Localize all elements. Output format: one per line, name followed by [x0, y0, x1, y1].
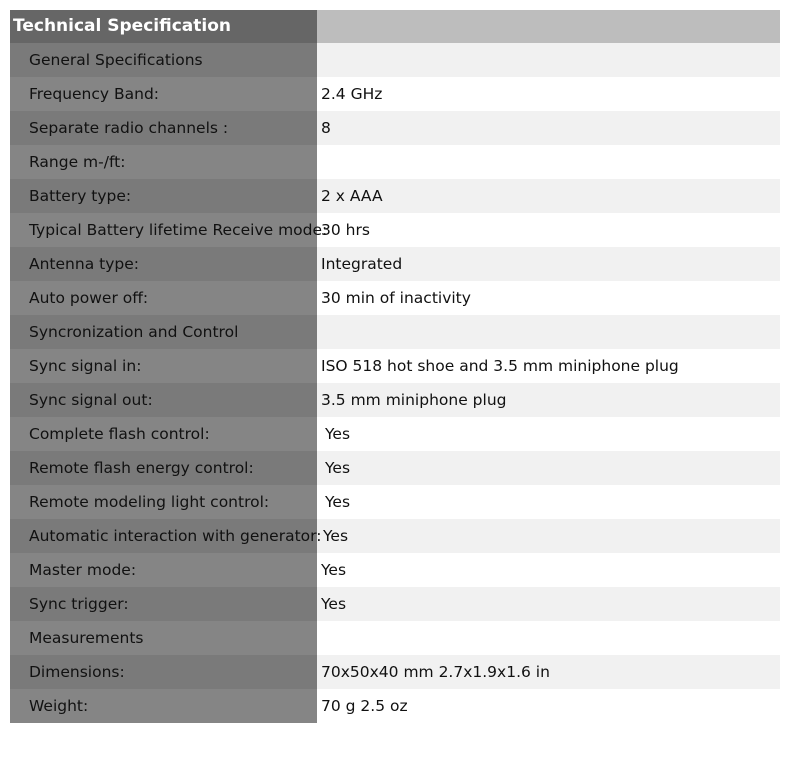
spec-value: [317, 621, 780, 655]
spec-value: Yes: [317, 451, 780, 485]
spec-row-antenna-type: [10, 247, 780, 281]
table-title: Technical Specification: [10, 10, 317, 43]
spec-label: Complete flash control:: [10, 417, 317, 451]
spec-value: 3.5 mm miniphone plug: [317, 383, 780, 417]
spec-row-sync-signal-out: [10, 383, 780, 417]
table-header: [10, 10, 780, 43]
spec-value: ISO 518 hot shoe and 3.5 mm miniphone plug: [317, 349, 780, 383]
spec-label: Sync signal in:: [10, 349, 317, 383]
spec-value: [317, 315, 780, 349]
spec-row-syncronization-and-control: [10, 315, 780, 349]
spec-value: 2 x AAA: [317, 179, 780, 213]
table-header-filler: [317, 10, 780, 43]
spec-row-dimensions: [10, 655, 780, 689]
spec-value: 8: [317, 111, 780, 145]
spec-row-general-specifications: [10, 43, 780, 77]
spec-value: [317, 145, 780, 179]
spec-value: 30 min of inactivity: [317, 281, 780, 315]
spec-value: Yes: [317, 553, 780, 587]
spec-value: 70x50x40 mm 2.7x1.9x1.6 in: [317, 655, 780, 689]
spec-label: Remote flash energy control:: [10, 451, 317, 485]
spec-row-frequency-band: [10, 77, 780, 111]
spec-value: Integrated: [317, 247, 780, 281]
spec-label: Weight:: [10, 689, 317, 723]
spec-row-radio-channels: [10, 111, 780, 145]
spec-value: 70 g 2.5 oz: [317, 689, 780, 723]
spec-table: [10, 10, 780, 723]
spec-row-range: [10, 145, 780, 179]
spec-row-weight: [10, 689, 780, 723]
spec-label: Frequency Band:: [10, 77, 317, 111]
spec-label: Battery type:: [10, 179, 317, 213]
spec-row-automatic-interaction: [10, 519, 780, 553]
spec-label: Automatic interaction with generator:: [10, 519, 317, 553]
spec-value: 30 hrs: [317, 213, 780, 247]
spec-label: Antenna type:: [10, 247, 317, 281]
spec-row-remote-modeling-light-control: [10, 485, 780, 519]
spec-label: Auto power off:: [10, 281, 317, 315]
section-heading-general: General Specifications: [10, 43, 317, 77]
spec-row-battery-lifetime: [10, 213, 780, 247]
spec-label: Master mode:: [10, 553, 317, 587]
spec-value: [317, 43, 780, 77]
spec-label: Dimensions:: [10, 655, 317, 689]
spec-row-remote-flash-energy-control: [10, 451, 780, 485]
spec-value: Yes: [317, 519, 780, 553]
spec-row-measurements: [10, 621, 780, 655]
spec-row-complete-flash-control: [10, 417, 780, 451]
spec-value: Yes: [317, 485, 780, 519]
spec-row-sync-signal-in: [10, 349, 780, 383]
spec-label: Range m-/ft:: [10, 145, 317, 179]
spec-row-auto-power-off: [10, 281, 780, 315]
spec-row-battery-type: [10, 179, 780, 213]
spec-label: Sync signal out:: [10, 383, 317, 417]
spec-label: Sync trigger:: [10, 587, 317, 621]
spec-row-sync-trigger: [10, 587, 780, 621]
section-heading-sync: Syncronization and Control: [10, 315, 317, 349]
section-heading-measurements: Measurements: [10, 621, 317, 655]
spec-value: Yes: [317, 417, 780, 451]
spec-label: Remote modeling light control:: [10, 485, 317, 519]
spec-value: Yes: [317, 587, 780, 621]
spec-label: Typical Battery lifetime Receive mode:: [10, 213, 317, 247]
spec-value: 2.4 GHz: [317, 77, 780, 111]
spec-row-master-mode: [10, 553, 780, 587]
spec-label: Separate radio channels :: [10, 111, 317, 145]
